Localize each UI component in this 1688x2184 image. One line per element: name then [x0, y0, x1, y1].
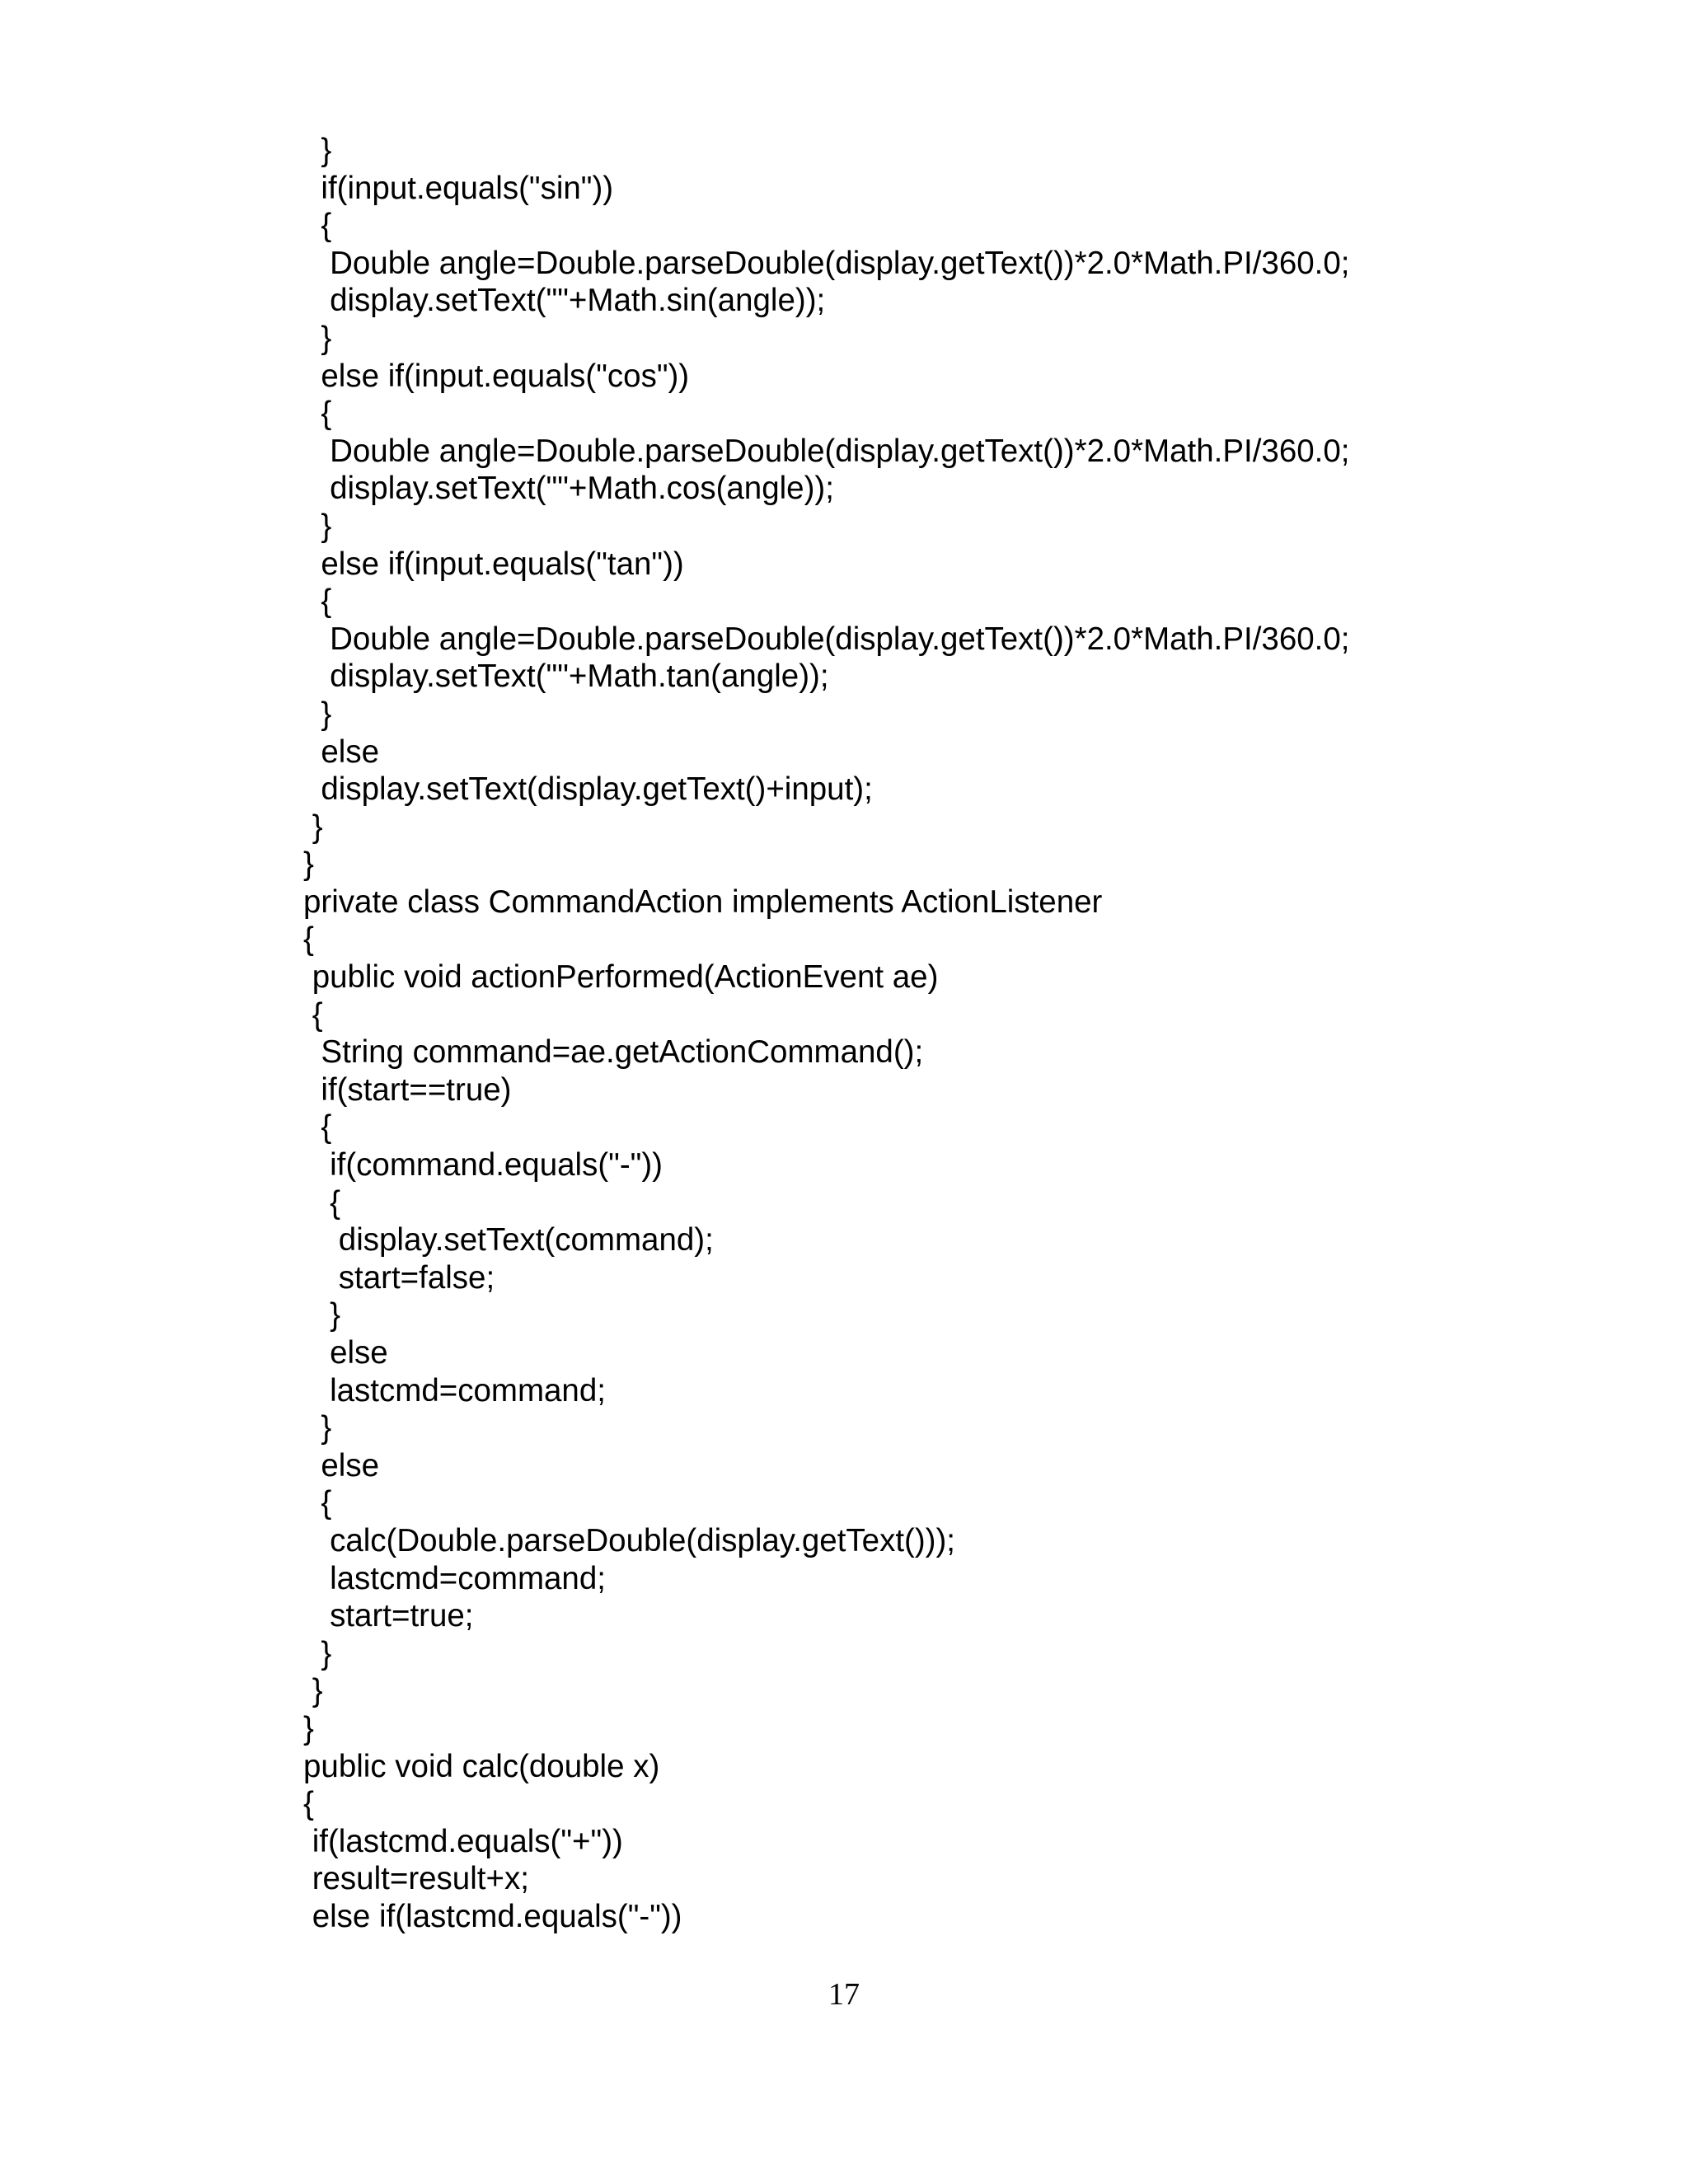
code-line: else	[303, 1447, 380, 1483]
code-line: }	[303, 1673, 323, 1709]
code-line: display.setText(command);	[303, 1222, 714, 1258]
code-line: {	[303, 996, 323, 1033]
code-line: public void actionPerformed(ActionEvent ae)	[303, 959, 939, 996]
code-line: String command=ae.getActionCommand();	[303, 1034, 924, 1071]
code-line: }	[303, 320, 332, 356]
code-line: {	[303, 1109, 332, 1146]
code-line: {	[303, 1184, 340, 1221]
code-line: calc(Double.parseDouble(display.getText()));	[303, 1522, 955, 1558]
code-line: if(start==true)	[303, 1071, 512, 1108]
code-line: {	[303, 1485, 332, 1521]
code-line: display.setText(display.getText()+input);	[303, 771, 873, 808]
code-line: else if(lastcmd.equals("-"))	[303, 1898, 682, 1934]
code-line: if(input.equals("sin"))	[303, 170, 614, 206]
code-line: display.setText(""+Math.cos(angle));	[303, 471, 834, 507]
code-line: }	[303, 696, 332, 732]
code-line: display.setText(""+Math.tan(angle));	[303, 658, 829, 695]
code-line: {	[303, 921, 314, 958]
code-line: lastcmd=command;	[303, 1372, 606, 1408]
code-line: else	[303, 1335, 388, 1371]
code-line: }	[303, 846, 314, 883]
code-line: display.setText(""+Math.sin(angle));	[303, 283, 826, 319]
page-number: 17	[828, 1977, 860, 2012]
code-line: result=result+x;	[303, 1861, 529, 1897]
code-line: if(command.equals("-"))	[303, 1147, 663, 1183]
code-line: Double angle=Double.parseDouble(display.getText())*2.0*Math.PI/360.0;	[303, 621, 1350, 657]
code-line: }	[303, 1410, 332, 1446]
code-line: }	[303, 508, 332, 544]
code-line: private class CommandAction implements ActionListener	[303, 883, 1103, 920]
code-listing	[303, 132, 1349, 1936]
code-line: lastcmd=command;	[303, 1560, 606, 1596]
code-line: }	[303, 133, 332, 168]
code-line: else if(input.equals("tan"))	[303, 546, 684, 582]
code-line: }	[303, 808, 323, 845]
code-line: {	[303, 1786, 314, 1822]
code-line: Double angle=Double.parseDouble(display.getText())*2.0*Math.PI/360.0;	[303, 433, 1350, 469]
code-line: }	[303, 1635, 332, 1671]
code-line: }	[303, 1710, 314, 1746]
code-line: }	[303, 1297, 340, 1333]
code-line: else	[303, 733, 380, 770]
code-line: start=true;	[303, 1598, 474, 1634]
code-line: {	[303, 208, 332, 244]
code-line: {	[303, 396, 332, 432]
code-line: if(lastcmd.equals("+"))	[303, 1823, 623, 1859]
code-line: Double angle=Double.parseDouble(display.getText())*2.0*Math.PI/360.0;	[303, 245, 1350, 281]
code-line: start=false;	[303, 1259, 495, 1296]
code-line: else if(input.equals("cos"))	[303, 358, 690, 394]
code-line: public void calc(double x)	[303, 1748, 660, 1784]
code-line: {	[303, 583, 332, 620]
